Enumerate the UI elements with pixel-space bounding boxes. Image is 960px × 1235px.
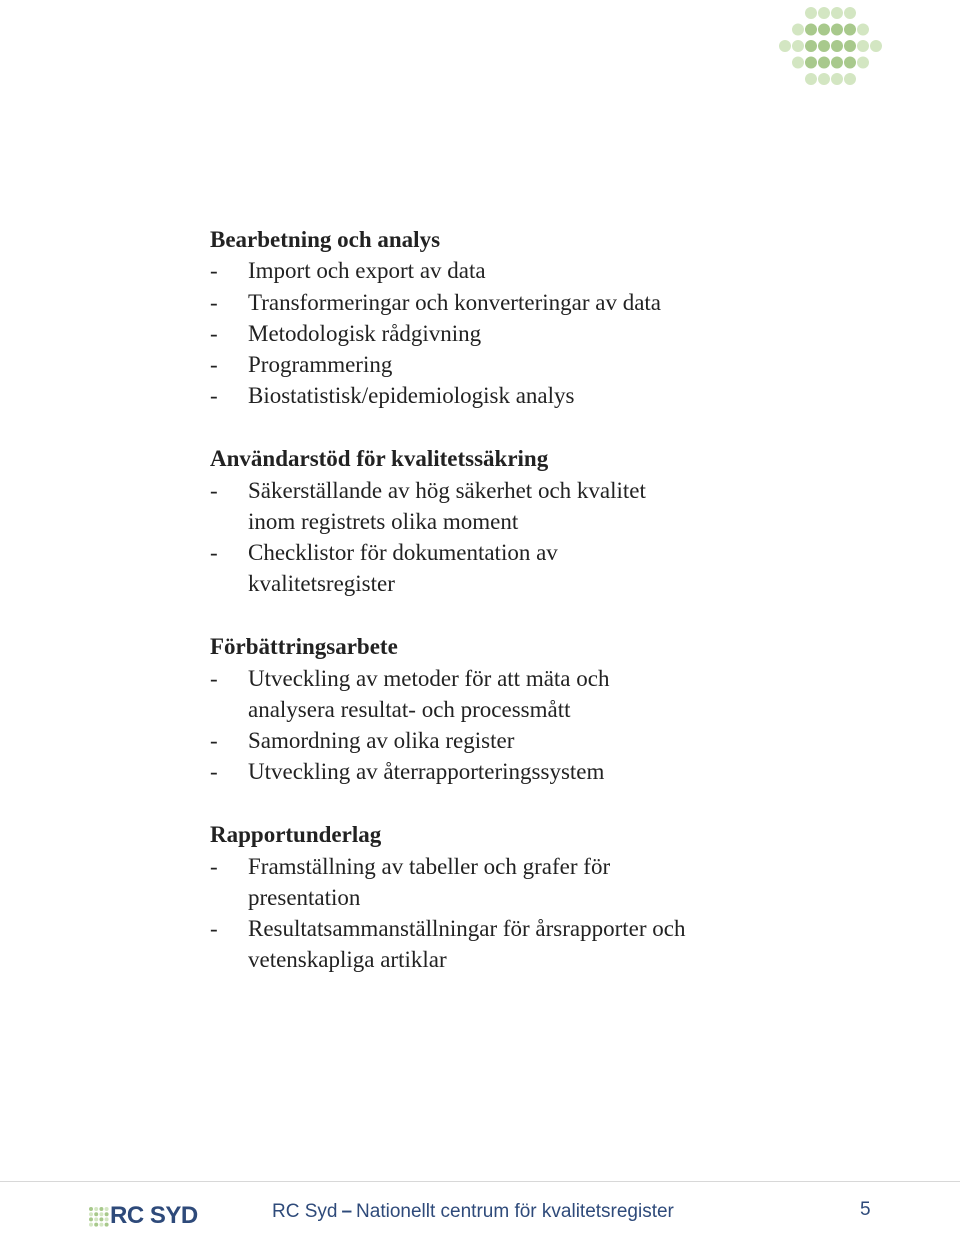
decor-dot [805,7,817,19]
section [210,443,830,599]
list-item-text: Biostatistisk/epidemiologisk analys [248,383,575,409]
section [210,224,830,412]
decor-dot [857,24,869,36]
list-bullet: - [210,665,218,691]
list-bullet: - [210,728,218,754]
decor-dot [831,57,843,69]
list-item-text: presentation [248,884,361,910]
decor-dot [94,1217,98,1221]
list-bullet: - [210,853,218,879]
list-item [210,475,830,538]
decor-dot [818,57,830,69]
decor-dot [844,57,856,69]
list-bullet: - [210,320,218,346]
decor-dot [94,1212,98,1216]
list-item [210,663,830,726]
footer-divider [0,1181,960,1182]
decor-dot [818,7,830,19]
list-bullet: - [210,477,218,503]
document-body [210,224,830,1007]
list-item-text: Import och export av data [248,258,486,284]
list-item [210,537,830,600]
list-item [210,756,830,787]
list-item-text: analysera resultat- och processmått [248,696,571,722]
decor-dot [105,1207,109,1211]
section-heading: Rapportunderlag [210,822,382,848]
decor-dot [105,1223,109,1227]
list-item-text: Transformeringar och konverteringar av data [248,289,662,315]
decor-dot [792,40,804,52]
list-item [210,255,830,286]
decor-dot [792,24,804,36]
decor-dot [779,40,791,52]
decor-dot [818,40,830,52]
list-item-text: kvalitetsregister [248,571,395,597]
list-item-text: Säkerställande av hög säkerhet och kvalitet [248,477,646,503]
list-item-text: Utveckling av metoder för att mäta och [248,665,610,691]
logo-dots-icon [88,1206,110,1228]
section [210,819,830,975]
logo-text: RC SYD [110,1202,198,1229]
decor-dot [857,57,869,69]
decor-dot [89,1207,93,1211]
list-item-text: Utveckling av återrapporteringssystem [248,759,605,785]
decor-dot [99,1212,103,1216]
decor-dot [818,24,830,36]
section-heading: Bearbetning och analys [210,227,441,252]
list-item-text: Programmering [248,352,393,378]
list-bullet: - [210,916,218,942]
list-bullet: - [210,289,218,315]
list-item [210,287,830,318]
page-number: 5 [860,1199,871,1220]
decor-dot [844,24,856,36]
list-item-text: Samordning av olika register [248,728,515,754]
list-item [210,725,830,756]
corner-dots-decoration [775,3,885,93]
footer-separator: – [341,1201,353,1222]
footer-org: RC Syd [272,1201,338,1222]
decor-dot [857,40,869,52]
list-item [210,380,830,411]
decor-dot [805,24,817,36]
section [210,631,830,787]
decor-dot [99,1207,103,1211]
list-item-text: Metodologisk rådgivning [248,320,482,346]
list-item [210,318,830,349]
list-item [210,851,830,914]
footer-center-name: Nationellt centrum för kvalitetsregister [356,1201,674,1222]
decor-dot [805,73,817,85]
list-bullet: - [210,383,218,409]
decor-dot [805,40,817,52]
decor-dot [831,40,843,52]
list-item-text: Framställning av tabeller och grafer för [248,853,611,879]
section-heading: Användarstöd för kvalitetssäkring [210,446,549,472]
decor-dot [89,1217,93,1221]
decor-dot [89,1212,93,1216]
footer-caption [272,1201,674,1223]
list-item [210,349,830,380]
decor-dot [831,73,843,85]
decor-dot [94,1207,98,1211]
decor-dot [831,24,843,36]
decor-dot [870,40,882,52]
list-item-text: inom registrets olika moment [248,508,519,534]
decor-dot [89,1223,93,1227]
decor-dot [844,40,856,52]
list-bullet: - [210,352,218,378]
decor-dot [99,1217,103,1221]
list-item-text: Checklistor för dokumentation av [248,540,558,566]
decor-dot [105,1217,109,1221]
decor-dot [844,73,856,85]
decor-dot [105,1212,109,1216]
list-item-text: vetenskapliga artiklar [248,947,447,973]
list-item-text: Resultatsammanställningar för årsrapporter och [248,916,686,942]
decor-dot [792,57,804,69]
list-item [210,913,830,976]
decor-dot [818,73,830,85]
list-bullet: - [210,759,218,785]
decor-dot [805,57,817,69]
decor-dot [844,7,856,19]
section-heading: Förbättringsarbete [210,634,398,660]
decor-dot [99,1223,103,1227]
decor-dot [831,7,843,19]
decor-dot [94,1223,98,1227]
list-bullet: - [210,258,218,284]
list-bullet: - [210,540,218,566]
